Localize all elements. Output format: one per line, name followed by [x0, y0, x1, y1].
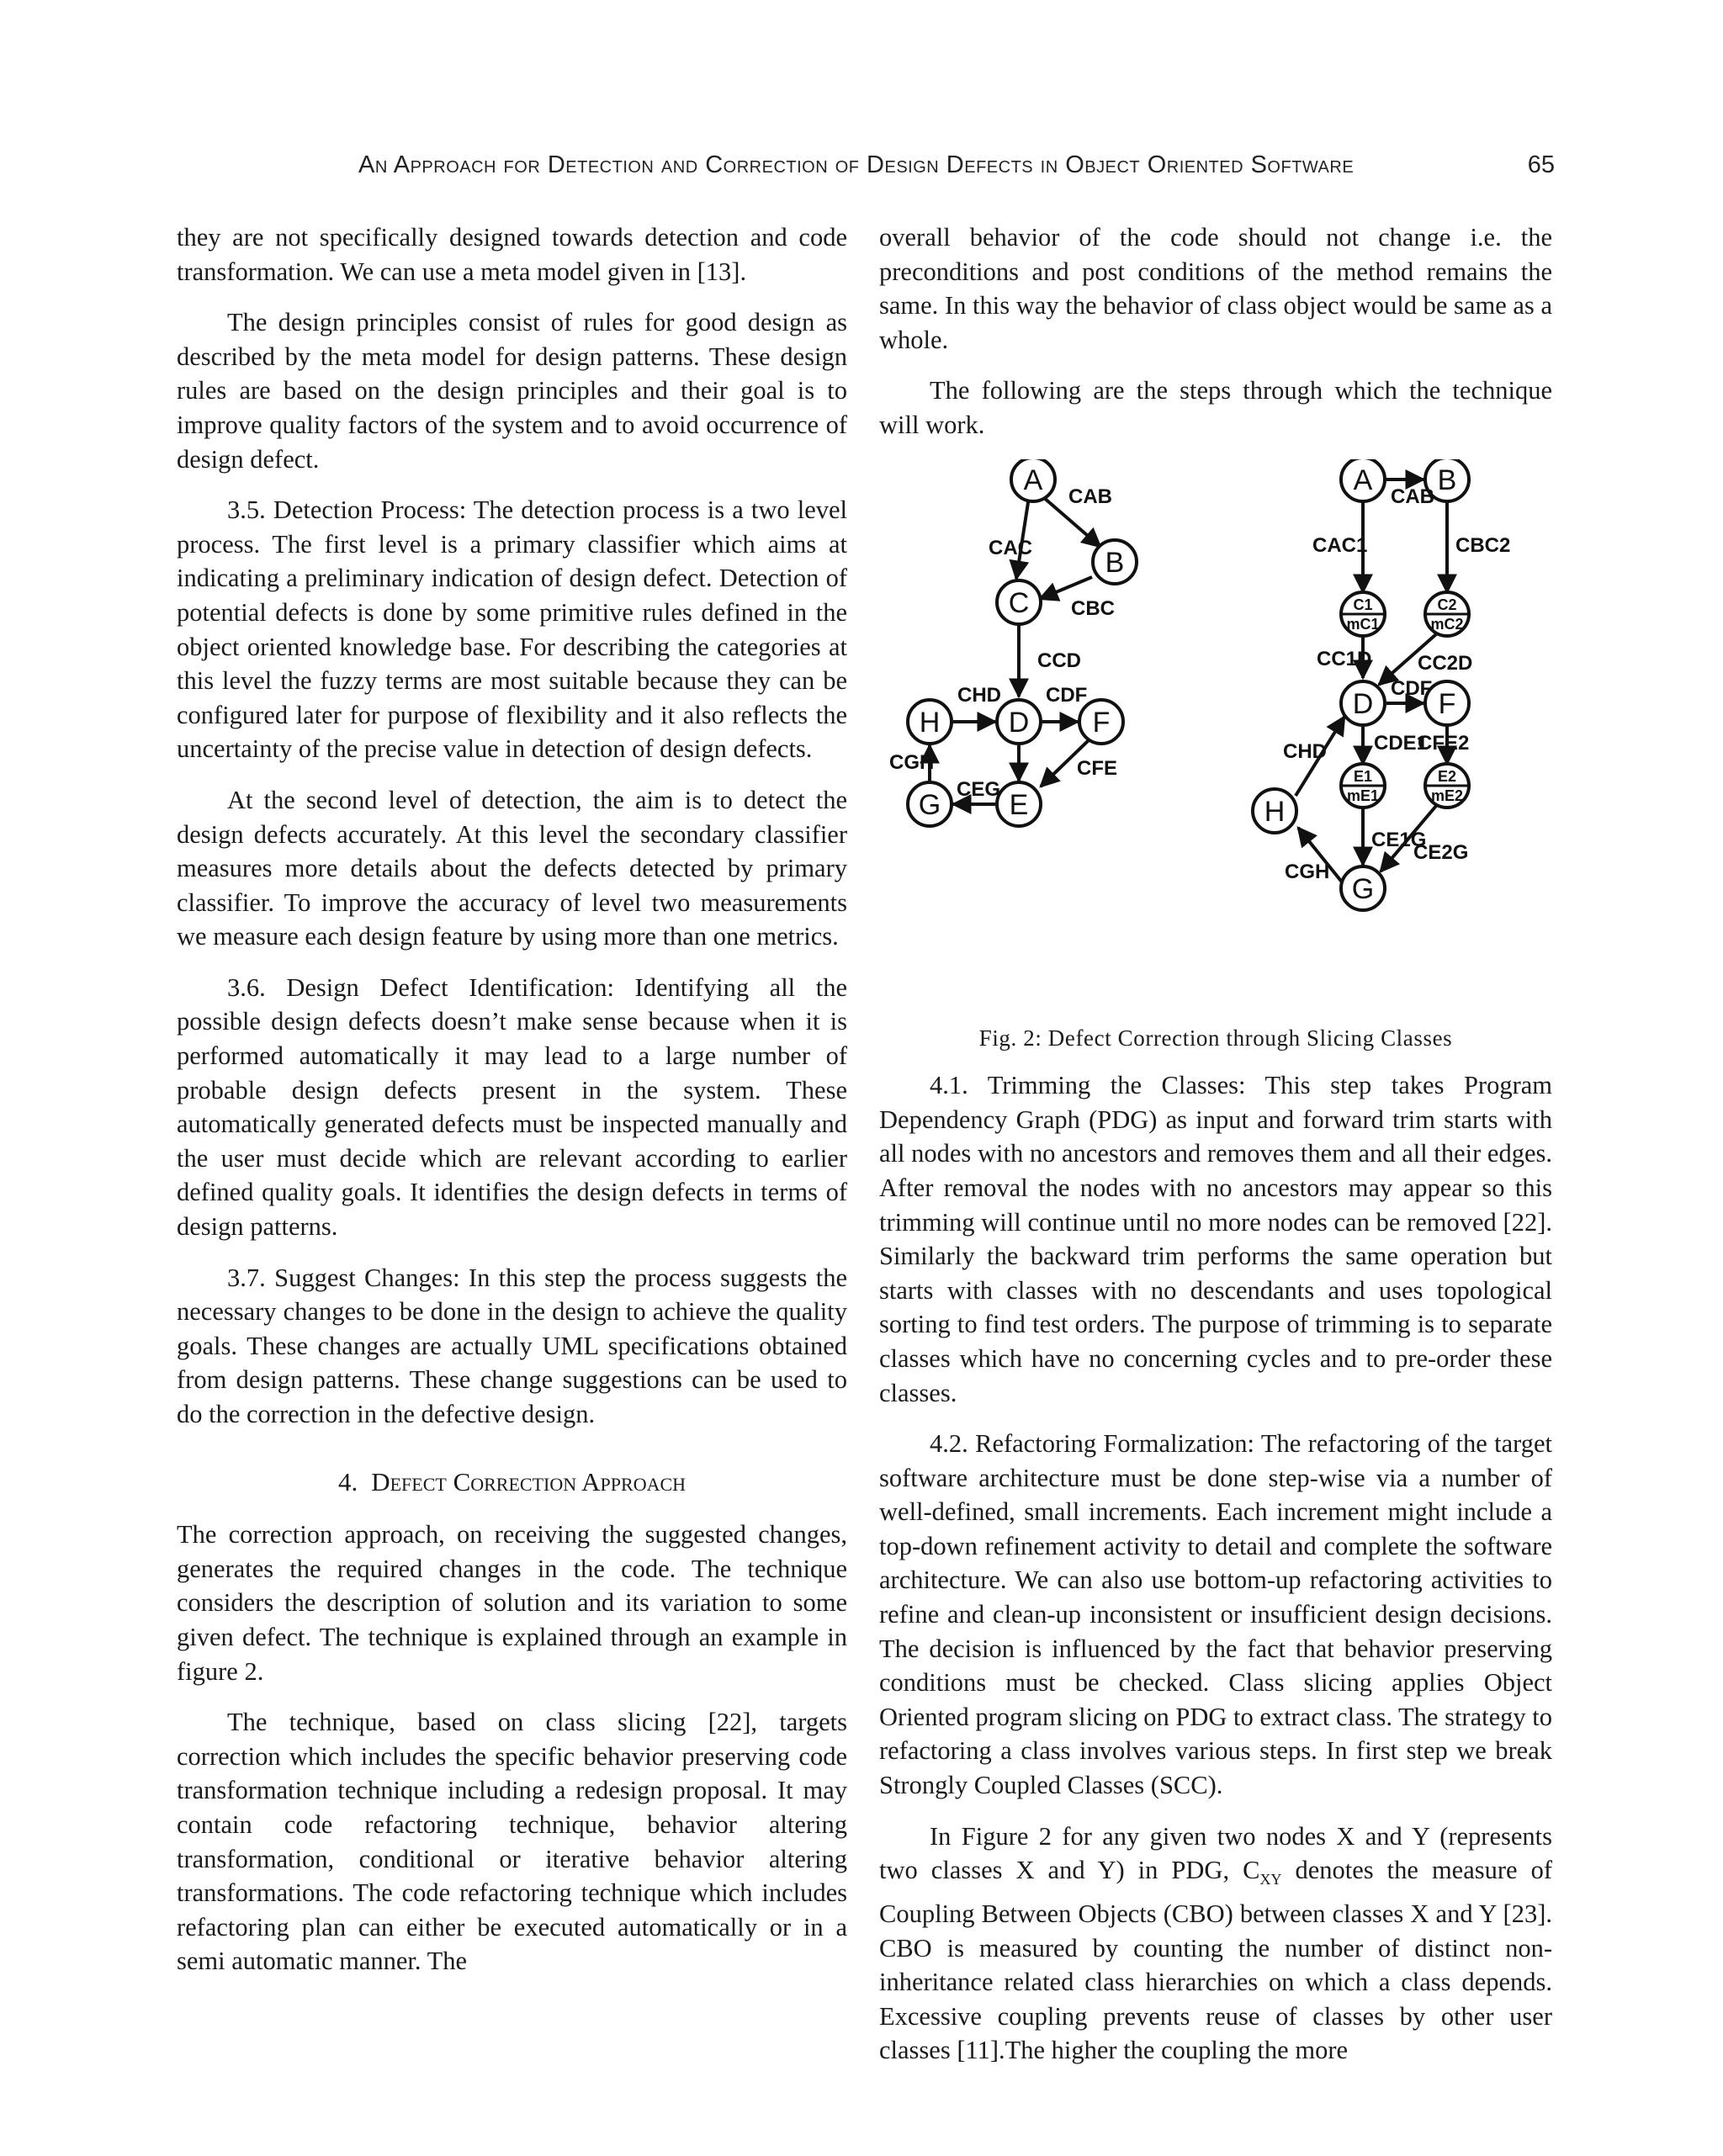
- right-graph: [1253, 459, 1510, 910]
- left-column: [177, 220, 847, 1995]
- paragraph-detection-process: 3.5. Detection Process: The detection process is a two level process. The first level is a primary classifier which aims at indicating a preliminary indication of design defect. Detection of potential defects is done by some primitive rules defined in the object oriented knowledge base. For describing the categories at this level the fuzzy terms are most suitable because they can be configured later for purpose of flexibility and it also reflects the uncertainty of the precise value in detection of design defects.: [177, 495, 847, 764]
- split-node-top: E2: [1437, 767, 1457, 785]
- node-label: E: [1009, 788, 1029, 821]
- split-node-top: E1: [1353, 767, 1373, 785]
- graph-node: [1253, 789, 1296, 833]
- edge-label: CDE1: [1374, 731, 1429, 755]
- running-head: [0, 151, 1723, 185]
- edge-label: CFE: [1077, 756, 1117, 780]
- edge-label: CGH: [889, 750, 935, 774]
- paragraph-refactoring: 4.2. Refactoring Formalization: The refactoring of the target software architecture must be done step-wise via a number of well-defined, small increments. Each increment might include a top-down refinement activity to detail and complete the software architecture. We can also use bottom-up refactoring activities to refine and clean-up inconsistent or insufficient design decisions. The decision is influenced by the fact that behavior preserving conditions must be checked. Class slicing applies Object Oriented program slicing on PDG to extract class. The strategy to refactoring a class involves various steps. In first step we break Strongly Coupled Classes (SCC).: [879, 1429, 1552, 1800]
- graph-node: [1011, 459, 1055, 501]
- edge-label: CFE2: [1418, 731, 1470, 755]
- split-node-bottom: mE2: [1430, 787, 1464, 804]
- node-label: H: [1264, 795, 1286, 828]
- edge-label: CC2D: [1418, 651, 1473, 675]
- graph-node: [1341, 681, 1385, 725]
- node-label: D: [1008, 706, 1030, 739]
- edge-label: CHD: [957, 683, 1001, 707]
- running-head-title: An Approach for Detection and Correction of Design Defects in Object Oriented Software: [358, 151, 1355, 178]
- node-label: F: [1438, 687, 1456, 720]
- paragraph: The design principles consist of rules for good design as described by the meta model for design patterns. These design rules are based on the design principles and their goal is to improve quality factors of the system and to avoid occurrence of design defect.: [177, 308, 847, 474]
- graph-node: [997, 782, 1041, 826]
- edge-label: CGH: [1285, 860, 1330, 883]
- graph-node: [1341, 459, 1385, 501]
- node-label: B: [1105, 546, 1125, 579]
- edge-label: CEG: [957, 777, 1001, 801]
- edge-label: CDF: [1046, 683, 1088, 707]
- node-label: A: [1353, 464, 1373, 496]
- paragraph-trimming: 4.1. Trimming the Classes: This step takes Program Dependency Graph (PDG) as input and forward trim starts with all nodes with no ancestors and removes them and all their edges. After removal the nodes with no ancestors may appear so this trimming will continue until no more nodes can be removed [22]. Similarly the backward trim performs the same operation but starts with classes with no descendants and uses topological sorting to find test orders. The purpose of trimming is to separate classes which have no concerning cycles and to pre-order these classes.: [879, 1071, 1552, 1407]
- split-node: [1341, 764, 1385, 808]
- figure-2: [879, 459, 1552, 1014]
- node-label: H: [919, 706, 941, 739]
- edge-label: CAB: [1391, 485, 1434, 508]
- section-number: 4.: [337, 1466, 358, 1496]
- cbo-subscript: XY: [1259, 1871, 1282, 1888]
- edge-label: CHD: [1283, 739, 1327, 763]
- page-number: 65: [1527, 151, 1555, 178]
- graph-node: [997, 700, 1041, 744]
- edge-label: CAC: [989, 536, 1032, 559]
- node-label: A: [1023, 464, 1043, 496]
- edge-label: CC1D: [1317, 647, 1372, 670]
- edge-label: CE2G: [1413, 840, 1469, 864]
- cbo-text-1: In Figure 2 for any given two nodes X and Y (represents two classes X and Y) in PDG, C: [879, 1821, 1552, 1885]
- split-node-top: C2: [1437, 596, 1457, 613]
- node-label: F: [1092, 706, 1111, 739]
- paragraph-defect-identification: 3.6. Design Defect Identification: Identifying all the possible design defects doesn’t make sense because when it is performed automatically it may lead to a large number of probable design defects present in the system. These automatically generated defects must be inspected manually and the user must decide which are relevant according to earlier defined quality goals. It identifies the design defects in terms of design patterns.: [177, 972, 847, 1242]
- paragraph-cbo: [879, 1820, 1552, 2068]
- split-node: [1425, 592, 1469, 636]
- left-graph: [889, 459, 1137, 826]
- paragraph: they are not specifically designed towards detection and code transformation. We can use a meta model given in [13].: [177, 223, 847, 286]
- paragraph: The correction approach, on receiving the suggested changes, generates the required changes in the code. The technique considers the description of solution and its variation to some given defect. The technique is explained through an example in figure 2.: [177, 1520, 847, 1686]
- node-label: C: [1008, 586, 1030, 619]
- node-label: D: [1352, 687, 1374, 720]
- paragraph: At the second level of detection, the aim is to detect the design defects accurately. At this level the secondary classifier measures more details about the defects detected by primary classifier. To improve the accuracy of level two measurements we measure each design feature by using more than one metrics.: [177, 785, 847, 951]
- edge-b-c: [1040, 577, 1092, 599]
- split-node-bottom: mC2: [1430, 615, 1464, 633]
- split-node: [1425, 764, 1469, 808]
- split-node-bottom: mE1: [1346, 787, 1380, 804]
- graph-node: [1341, 866, 1385, 910]
- edge-label: CDF: [1391, 676, 1433, 700]
- paragraph: The following are the steps through which the technique will work.: [879, 376, 1552, 439]
- paragraph-suggest-changes: 3.7. Suggest Changes: In this step the process suggests the necessary changes to be done in the design to achieve the quality goals. These changes are actually UML specifications obtained from design patterns. These change suggestions can be used to do the correction in the defective design.: [177, 1263, 847, 1428]
- graph-node: [997, 580, 1041, 624]
- edge-label: CCD: [1037, 649, 1081, 672]
- node-label: G: [918, 788, 941, 821]
- edge-label: CE1G: [1371, 828, 1427, 851]
- split-node-bottom: mC1: [1346, 615, 1380, 633]
- paragraph: overall behavior of the code should not change i.e. the preconditions and post conditions of the method remains the same. In this way the behavior of class object would be same as a whole.: [879, 223, 1552, 354]
- edge-label: CBC: [1071, 596, 1115, 620]
- graph-node: [908, 782, 952, 826]
- figure-2-graphs: [879, 459, 1552, 1014]
- section-heading: [177, 1465, 847, 1500]
- split-node: [1341, 592, 1385, 636]
- figure-caption: Fig. 2: Defect Correction through Slicing Classes: [978, 1025, 1453, 1051]
- node-label: B: [1437, 464, 1457, 496]
- edge-label: CBC2: [1455, 533, 1511, 557]
- graph-node: [908, 700, 952, 744]
- paragraph: The technique, based on class slicing [22], targets correction which includes the specific behavior preserving code transformation technique including a redesign proposal. It may contain code refactoring technique, behavior altering transformation, conditional or iterative behavior altering transformations. The code refactoring technique which includes refactoring plan can either be executed automatically or in a semi automatic manner. The: [177, 1708, 847, 1976]
- graph-node: [1093, 540, 1137, 584]
- section-title: Defect Correction Approach: [371, 1466, 687, 1496]
- split-node-top: C1: [1353, 596, 1373, 613]
- edge-label: CAB: [1068, 485, 1112, 508]
- cbo-text-2: denotes the measure of Coupling Between Objects (CBO) between classes X and Y [23]. CBO is measured by counting the number of distinct non- inheritance related class hierarchies on which a class depends. Excessive coupling prevents reuse of classes by other user classes [11].The higher the coupling the more: [879, 1856, 1553, 2065]
- edge-label: CAC1: [1312, 533, 1368, 557]
- node-label: G: [1351, 872, 1375, 905]
- right-column: [879, 220, 1552, 2084]
